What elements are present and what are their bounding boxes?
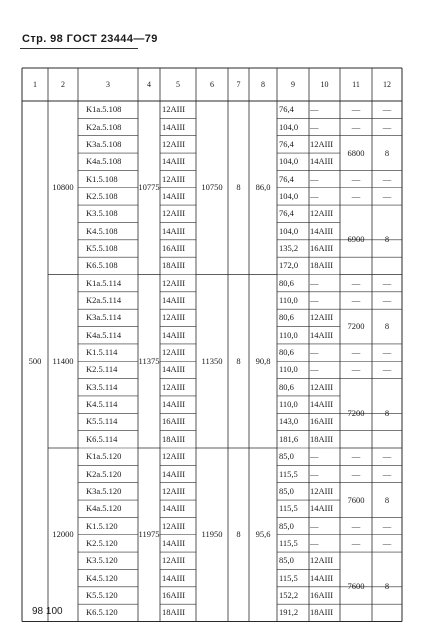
col11-cell: — (351, 468, 361, 479)
column-header-7: 7 (236, 79, 241, 89)
col8-cell: 86,0 (255, 182, 271, 193)
rebar-cell: 14AIII (162, 190, 186, 201)
col12-merged: 8 (384, 581, 390, 592)
col4-cell: 10775 (138, 182, 160, 193)
rebar-cell: 12AIII (162, 104, 186, 115)
footer-code: 98 100 (32, 606, 63, 617)
mass-cell: 76,4 (279, 138, 294, 149)
col12-cell: — (382, 277, 392, 288)
mark-cell: K1.5.108 (86, 173, 118, 184)
mark-cell: K2a.5.108 (86, 121, 122, 132)
mass-cell: 172,0 (279, 260, 299, 271)
rebar2-cell: — (310, 295, 319, 306)
col6-cell: 11950 (201, 529, 223, 540)
mass-cell: 104,0 (279, 121, 299, 132)
mark-cell: K3a.5.114 (86, 312, 122, 323)
rebar-cell: 14AIII (162, 295, 186, 306)
rebar2-cell: — (310, 104, 319, 115)
mass-cell: 85,0 (279, 451, 294, 462)
col1-merged: 500 (28, 355, 42, 366)
col11-merged: 6800 (347, 147, 365, 158)
mark-cell: K4a.5.108 (86, 156, 122, 167)
page-header: Стр. 98 ГОСТ 23444—79 (22, 33, 158, 45)
rebar2-cell: — (310, 173, 319, 184)
column-header-10: 10 (320, 79, 329, 89)
col7-cell: 8 (236, 355, 241, 366)
col12-cell: — (382, 121, 392, 132)
rebar2-cell: 12AIII (310, 381, 334, 392)
mark-cell: K1a.5.108 (86, 104, 122, 115)
rebar-cell: 14AIII (162, 364, 186, 375)
rebar-cell: 12AIII (162, 173, 186, 184)
mass-cell: 181,6 (279, 433, 299, 444)
mark-cell: K2a.5.114 (86, 295, 122, 306)
rebar-cell: 14AIII (162, 121, 186, 132)
rebar2-cell: — (310, 468, 319, 479)
rebar-cell: 18AIII (162, 260, 186, 271)
rebar-cell: 12AIII (162, 381, 186, 392)
column-header-12: 12 (383, 79, 391, 89)
rebar-cell: 12AIII (162, 555, 186, 566)
length-cell: 10800 (52, 182, 74, 193)
col6-cell: 11350 (201, 355, 223, 366)
mark-cell: K4.5.114 (86, 399, 118, 410)
rebar2-cell: 12AIII (310, 485, 334, 496)
column-header-11: 11 (352, 79, 360, 89)
mark-cell: K3.5.120 (86, 555, 118, 566)
mass-cell: 152,2 (279, 589, 299, 600)
column-header-3: 3 (106, 79, 110, 89)
rebar2-cell: 18AIII (310, 260, 334, 271)
mass-cell: 85,0 (279, 555, 294, 566)
rebar2-cell: — (310, 364, 319, 375)
col11-cell: — (351, 520, 361, 531)
mark-cell: K4.5.120 (86, 572, 118, 583)
mass-cell: 110,0 (279, 399, 298, 410)
rebar-cell: 16AIII (162, 242, 186, 253)
mass-cell: 143,0 (279, 416, 299, 427)
mass-cell: 110,0 (279, 364, 298, 375)
column-header-9: 9 (291, 79, 295, 89)
col11-cell: — (351, 537, 361, 548)
mark-cell: K1.5.120 (86, 520, 118, 531)
rebar-cell: 12AIII (162, 312, 186, 323)
mark-cell: K2.5.114 (86, 364, 118, 375)
mass-cell: 115,5 (279, 468, 298, 479)
rebar2-cell: 14AIII (310, 572, 334, 583)
rebar-cell: 16AIII (162, 416, 186, 427)
mass-cell: 76,4 (279, 173, 294, 184)
rebar2-cell: 14AIII (310, 503, 334, 514)
col11-cell: — (351, 173, 361, 184)
rebar-cell: 12AIII (162, 277, 186, 288)
col11-cell: — (351, 190, 361, 201)
length-cell: 12000 (52, 529, 74, 540)
mass-cell: 115,5 (279, 537, 298, 548)
mark-cell: K2.5.120 (86, 537, 118, 548)
mass-cell: 191,2 (279, 607, 299, 618)
rebar2-cell: 18AIII (310, 433, 334, 444)
col11-cell: — (351, 364, 361, 375)
rebar2-cell: — (310, 277, 319, 288)
col11-cell: — (351, 347, 361, 358)
col12-cell: — (382, 364, 392, 375)
col11-merged: 7200 (347, 407, 365, 418)
rebar2-cell: 14AIII (310, 225, 334, 236)
mark-cell: K5.5.120 (86, 589, 118, 600)
col8-cell: 90,8 (255, 355, 271, 366)
column-header-8: 8 (261, 79, 265, 89)
rebar-cell: 12AIII (162, 451, 186, 462)
col12-cell: — (382, 468, 392, 479)
col12-merged: 8 (384, 407, 390, 418)
rebar-cell: 12AIII (162, 485, 186, 496)
col11-cell: — (351, 295, 361, 306)
col12-cell: — (382, 295, 392, 306)
col11-cell: — (351, 104, 361, 115)
rebar-cell: 14AIII (162, 503, 186, 514)
rebar2-cell: 12AIII (310, 555, 334, 566)
mark-cell: K5.5.114 (86, 416, 118, 427)
mass-cell: 76,4 (279, 104, 294, 115)
mark-cell: K2a.5.120 (86, 468, 122, 479)
col11-merged: 7600 (347, 494, 365, 505)
mark-cell: K3.5.108 (86, 208, 118, 219)
mass-cell: 80,6 (279, 312, 294, 323)
rebar2-cell: 12AIII (310, 312, 334, 323)
mass-cell: 80,6 (279, 347, 294, 358)
rebar-cell: 12AIII (162, 208, 186, 219)
column-header-1: 1 (33, 79, 37, 89)
rebar-cell: 16AIII (162, 589, 186, 600)
col12-merged: 8 (384, 234, 390, 245)
mark-cell: K1.5.114 (86, 347, 118, 358)
mass-cell: 110,0 (279, 329, 298, 340)
rebar-cell: 12AIII (162, 138, 186, 149)
col11-cell: — (351, 277, 361, 288)
column-header-4: 4 (147, 79, 151, 89)
rebar2-cell: — (310, 121, 319, 132)
rebar2-cell: 16AIII (310, 242, 334, 253)
rebar-cell: 14AIII (162, 399, 186, 410)
col12-merged: 8 (384, 321, 390, 332)
rebar-cell: 14AIII (162, 156, 186, 167)
mass-cell: 115,5 (279, 503, 298, 514)
rebar2-cell: — (310, 520, 319, 531)
rebar-cell: 12AIII (162, 347, 186, 358)
col12-cell: — (382, 520, 392, 531)
col11-cell: — (351, 451, 361, 462)
column-header-5: 5 (176, 79, 180, 89)
mark-cell: K6.5.108 (86, 260, 118, 271)
rebar-cell: 12AIII (162, 520, 186, 531)
rebar2-cell: — (310, 451, 319, 462)
rebar2-cell: — (310, 347, 319, 358)
mark-cell: K2.5.108 (86, 190, 118, 201)
mass-cell: 104,0 (279, 156, 299, 167)
col12-cell: — (382, 347, 392, 358)
col11-cell: — (351, 121, 361, 132)
rebar-cell: 14AIII (162, 468, 186, 479)
rebar2-cell: — (310, 537, 319, 548)
mark-cell: K4a.5.120 (86, 503, 122, 514)
col12-cell: — (382, 190, 392, 201)
col12-merged: 8 (384, 494, 390, 505)
col7-cell: 8 (236, 529, 241, 540)
rebar-cell: 18AIII (162, 607, 186, 618)
mass-cell: 80,6 (279, 381, 294, 392)
mark-cell: K4a.5.114 (86, 329, 122, 340)
rebar2-cell: 12AIII (310, 208, 334, 219)
mark-cell: K3a.5.108 (86, 138, 122, 149)
column-header-2: 2 (61, 79, 65, 89)
col11-merged: 7600 (347, 581, 365, 592)
mass-cell: 76,4 (279, 208, 294, 219)
rebar2-cell: 14AIII (310, 156, 334, 167)
rebar-cell: 14AIII (162, 329, 186, 340)
mass-cell: 115,5 (279, 572, 298, 583)
mark-cell: K3a.5.120 (86, 485, 122, 496)
mark-cell: K5.5.108 (86, 242, 118, 253)
col7-cell: 8 (236, 182, 241, 193)
column-header-6: 6 (210, 79, 214, 89)
col12-cell: — (382, 451, 392, 462)
mass-cell: 135,2 (279, 242, 299, 253)
rebar-cell: 14AIII (162, 225, 186, 236)
mark-cell: K6.5.114 (86, 433, 118, 444)
rebar2-cell: — (310, 190, 319, 201)
rebar-cell: 14AIII (162, 572, 186, 583)
length-cell: 11400 (52, 355, 74, 366)
rebar2-cell: 16AIII (310, 416, 334, 427)
mark-cell: K6.5.120 (86, 607, 118, 618)
rebar2-cell: 16AIII (310, 589, 334, 600)
col4-cell: 11375 (138, 355, 160, 366)
mark-cell: K1a.5.114 (86, 277, 122, 288)
mass-cell: 85,0 (279, 485, 294, 496)
rebar2-cell: 14AIII (310, 329, 334, 340)
col12-cell: — (382, 537, 392, 548)
col6-cell: 10750 (201, 182, 223, 193)
rebar2-cell: 14AIII (310, 399, 334, 410)
col12-merged: 8 (384, 147, 390, 158)
mark-cell: K4.5.108 (86, 225, 118, 236)
col12-cell: — (382, 104, 392, 115)
col11-merged: 7200 (347, 321, 365, 332)
mark-cell: K1a.5.120 (86, 451, 122, 462)
rebar-cell: 14AIII (162, 537, 186, 548)
mass-cell: 104,0 (279, 225, 299, 236)
col4-cell: 11975 (138, 529, 160, 540)
rebar2-cell: 12AIII (310, 138, 334, 149)
col12-cell: — (382, 173, 392, 184)
mass-cell: 110,0 (279, 295, 298, 306)
mass-cell: 85,0 (279, 520, 294, 531)
mark-cell: K3.5.114 (86, 381, 118, 392)
mass-cell: 80,6 (279, 277, 294, 288)
col8-cell: 95,6 (255, 529, 271, 540)
col11-merged: 6900 (347, 234, 365, 245)
rebar-cell: 18AIII (162, 433, 186, 444)
rebar2-cell: 18AIII (310, 607, 334, 618)
mass-cell: 104,0 (279, 190, 299, 201)
